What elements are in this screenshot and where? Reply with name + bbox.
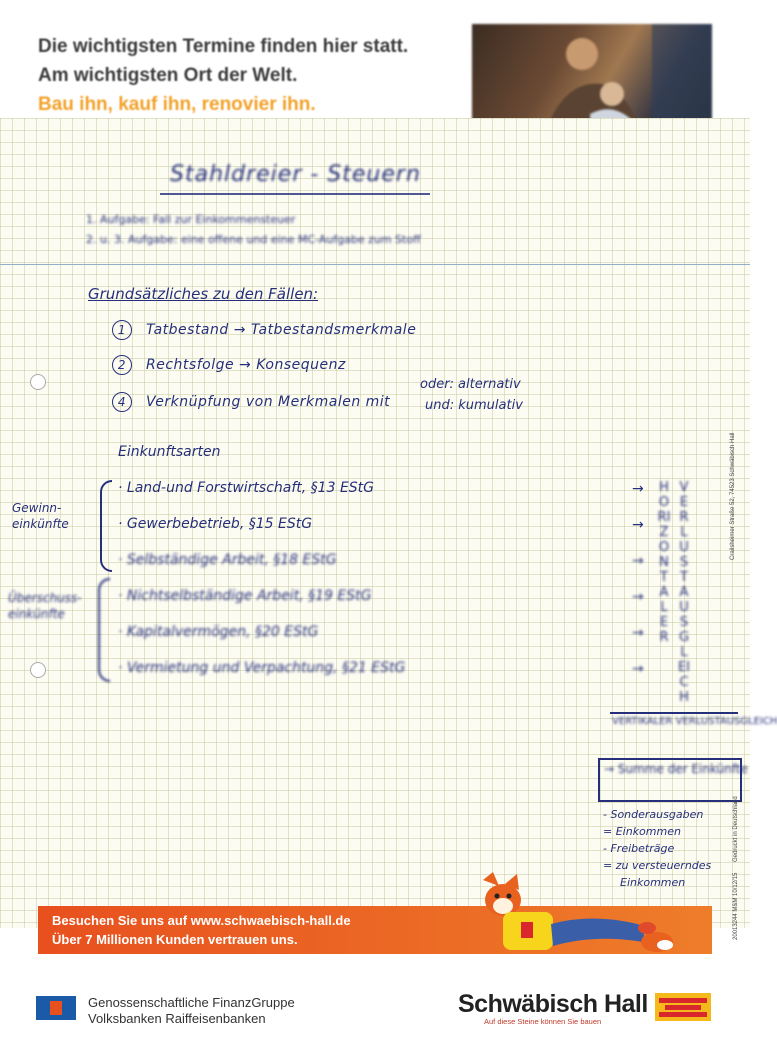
vertical-horizontaler: HORIZONTALER — [657, 480, 671, 645]
summe-text: → Summe der Einkünfte — [604, 762, 748, 776]
printed-side-text: Gedruckt in Deutschland — [733, 796, 739, 862]
einkunft-row: · Land-und Forstwirtschaft, §13 EStG — [118, 480, 375, 496]
item-text: Tatbestand → Tatbestandsmerkmale — [146, 322, 417, 338]
calc-line: Einkommen — [620, 876, 686, 889]
item-3 — [112, 392, 390, 412]
item-number: 1 — [112, 320, 132, 340]
arrow-icon: → — [632, 625, 644, 641]
und-note: und: kumulativ — [425, 398, 523, 413]
calc-line: = Einkommen — [603, 825, 681, 838]
grund-heading: Grundsätzliches zu den Fällen: — [88, 285, 319, 303]
calc-line: - Freibeträge — [603, 842, 675, 855]
banner-line-1: Besuchen Sie uns auf www.schwaebisch-hall.de — [52, 913, 351, 928]
brace-ueberschuss — [98, 578, 110, 682]
task-line-1: 1. Aufgabe: Fall zur Einkommensteuer — [86, 213, 296, 226]
punch-hole — [30, 374, 46, 390]
volksbank-logo-icon — [36, 996, 76, 1020]
arrow-icon: → — [632, 517, 644, 533]
item-1 — [112, 320, 416, 340]
fox-mascot-icon — [475, 872, 685, 958]
brace-gewinn — [100, 480, 112, 572]
task-line-2: 2. u. 3. Aufgabe: eine offene und eine MC-Aufgabe zum Stoff — [86, 233, 421, 246]
arrow-icon: → — [632, 589, 644, 605]
address-side-text: Crailsheimer Straße 52, 74523 Schwäbisch Hall — [730, 432, 736, 560]
group-gewinn: Gewinn-einkünfte — [12, 501, 69, 531]
oder-note: oder: alternativ — [420, 377, 521, 392]
schwaebisch-hall-logo-icon — [655, 993, 711, 1021]
einkunft-row: · Vermietung und Verpachtung, §21 EStG — [118, 660, 406, 676]
einkunft-row: · Selbständige Arbeit, §18 EStG — [118, 552, 337, 568]
banner-line-2: Über 7 Millionen Kunden vertrauen uns. — [52, 932, 298, 947]
punch-hole — [30, 662, 46, 678]
item-text: Rechtsfolge → Konsequenz — [146, 357, 346, 373]
brand-name: Schwäbisch Hall — [458, 990, 648, 1018]
calc-line: - Sonderausgaben — [603, 808, 704, 821]
calc-line: = zu versteuerndes — [603, 859, 712, 872]
arrow-icon: → — [632, 661, 644, 677]
gfg-line-2: Volksbanken Raiffeisenbanken — [88, 1011, 266, 1026]
einkunft-row: · Gewerbebetrieb, §15 EStG — [118, 516, 313, 532]
margin-rule — [0, 264, 750, 265]
headline-line-2: Am wichtigsten Ort der Welt. — [38, 65, 298, 86]
einkunft-row: · Nichtselbständige Arbeit, §19 EStG — [118, 588, 372, 604]
notes-title: Stahldreier - Steuern — [170, 162, 421, 187]
arrow-icon: → — [632, 553, 644, 569]
ad-header — [0, 0, 750, 118]
code-side-text: 20013244 M&M 10/12/15 — [733, 872, 739, 940]
vertical-verlustausgleich: VERLUSTAUSGLEICH — [677, 480, 691, 705]
headline-line-3: Bau ihn, kauf ihn, renovier ihn. — [38, 94, 316, 115]
headline-line-1: Die wichtigsten Termine finden hier statt. — [38, 36, 409, 57]
item-text: Verknüpfung von Merkmalen mit — [146, 394, 391, 410]
arrow-icon: → — [632, 481, 644, 497]
einkunft-heading: Einkunftsarten — [118, 444, 221, 460]
brand-tagline: Auf diese Steine können Sie bauen — [484, 1017, 602, 1026]
item-number: 4 — [112, 392, 132, 412]
item-2 — [112, 355, 346, 375]
einkunft-row: · Kapitalvermögen, §20 EStG — [118, 624, 319, 640]
vertikaler-text: VERTIKALER VERLUSTAUSGLEICH — [612, 716, 777, 727]
group-ueberschuss: Überschuss-einkünfte — [8, 591, 82, 621]
title-underline — [160, 193, 430, 195]
item-number: 2 — [112, 355, 132, 375]
gfg-line-1: Genossenschaftliche FinanzGruppe — [88, 995, 295, 1010]
